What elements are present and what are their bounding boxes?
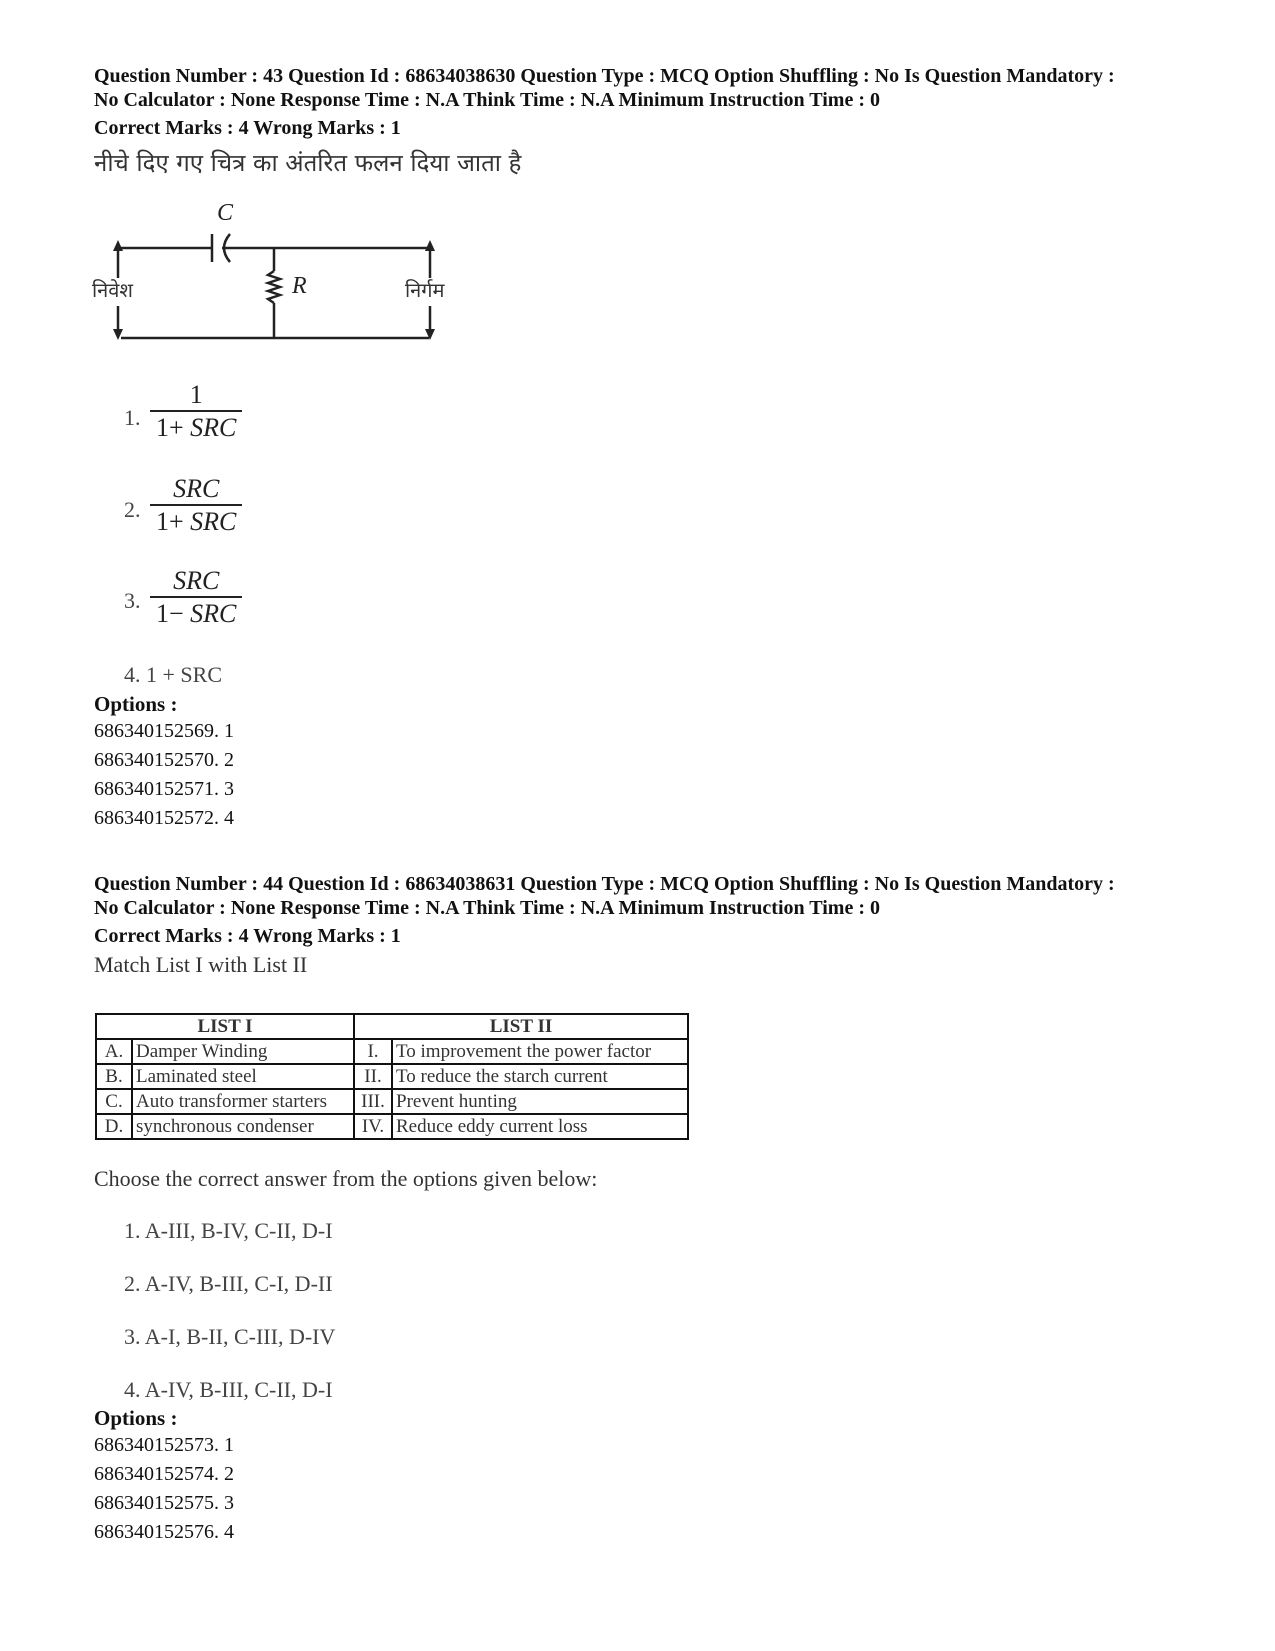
q44-choice-4: 4. A-IV, B-III, C-II, D-I (124, 1377, 333, 1402)
input-label: निवेश (92, 278, 133, 302)
list-2-key: III. (354, 1089, 392, 1114)
q44-instruction: Choose the correct answer from the options given below: (94, 1166, 598, 1191)
q43-choice-4: 4. 1 + SRC (124, 662, 222, 687)
q43-choice-3-denominator: 1− SRC (150, 596, 242, 630)
q43-choice-1-label: 1. (124, 405, 141, 430)
q43-choice-3-fraction (150, 566, 242, 630)
match-table-header (96, 1014, 688, 1039)
q44-marks: Correct Marks : 4 Wrong Marks : 1 (94, 925, 401, 947)
table-row (96, 1114, 688, 1139)
q44-option-3: 686340152575. 3 (94, 1492, 234, 1514)
list-1-key: B. (96, 1064, 132, 1089)
list-2-item: Reduce eddy current loss (392, 1114, 688, 1139)
list-2-header: LIST II (354, 1014, 688, 1039)
q43-option-4: 686340152572. 4 (94, 807, 234, 829)
q43-option-1: 686340152569. 1 (94, 720, 234, 742)
list-1-key: A. (96, 1039, 132, 1064)
q44-options-heading: Options : (94, 1406, 178, 1430)
q44-choice-1: 1. A-III, B-IV, C-II, D-I (124, 1218, 333, 1243)
list-2-item: To reduce the starch current (392, 1064, 688, 1089)
q44-choice-3: 3. A-I, B-II, C-III, D-IV (124, 1324, 336, 1349)
match-table (95, 1013, 689, 1140)
q43-marks: Correct Marks : 4 Wrong Marks : 1 (94, 117, 401, 139)
list-1-key: D. (96, 1114, 132, 1139)
q43-option-2: 686340152570. 2 (94, 749, 234, 771)
list-1-item: synchronous condenser (132, 1114, 354, 1139)
list-2-key: IV. (354, 1114, 392, 1139)
q44-option-1: 686340152573. 1 (94, 1434, 234, 1456)
q44-meta-line2: No Calculator : None Response Time : N.A Think Time : N.A Minimum Instruction Time : 0 (94, 897, 880, 919)
q43-choice-2-label: 2. (124, 497, 141, 522)
table-row (96, 1064, 688, 1089)
q43-choice-2-denominator: 1+ SRC (150, 504, 242, 538)
q44-meta-line1: Question Number : 44 Question Id : 68634038631 Question Type : MCQ Option Shuffling : No Is Question Mandatory : (94, 873, 1115, 895)
list-1-header: LIST I (96, 1014, 354, 1039)
q43-choice-1-denominator: 1+ SRC (150, 410, 242, 444)
q43-choice-1-numerator: 1 (189, 380, 203, 409)
q43-meta-line1: Question Number : 43 Question Id : 68634038630 Question Type : MCQ Option Shuffling : No Is Question Mandatory : (94, 65, 1115, 87)
q43-choice-3-numerator: SRC (173, 566, 220, 595)
rc-circuit-diagram (88, 198, 478, 358)
q43-choice-1-fraction (150, 380, 242, 444)
q44-option-4: 686340152576. 4 (94, 1521, 234, 1543)
q43-options-heading: Options : (94, 692, 178, 716)
list-1-item: Laminated steel (132, 1064, 354, 1089)
q43-question-stem: नीचे दिए गए चित्र का अंतरित फलन दिया जाता है (94, 149, 522, 177)
q43-meta-line2: No Calculator : None Response Time : N.A Think Time : N.A Minimum Instruction Time : 0 (94, 89, 880, 111)
list-2-key: I. (354, 1039, 392, 1064)
q43-choice-2-numerator: SRC (173, 474, 220, 503)
list-1-item: Auto transformer starters (132, 1089, 354, 1114)
q44-question-stem: Match List I with List II (94, 952, 308, 977)
list-2-key: II. (354, 1064, 392, 1089)
table-row (96, 1089, 688, 1114)
list-1-key: C. (96, 1089, 132, 1114)
q44-option-2: 686340152574. 2 (94, 1463, 234, 1485)
list-2-item: Prevent hunting (392, 1089, 688, 1114)
q43-choice-3-label: 3. (124, 588, 141, 613)
table-row (96, 1039, 688, 1064)
q44-choice-2: 2. A-IV, B-III, C-I, D-II (124, 1271, 333, 1296)
q43-option-3: 686340152571. 3 (94, 778, 234, 800)
list-1-item: Damper Winding (132, 1039, 354, 1064)
capacitor-label: C (217, 200, 234, 226)
resistor-label: R (292, 273, 307, 299)
q43-choice-2-fraction (150, 474, 242, 538)
list-2-item: To improvement the power factor (392, 1039, 688, 1064)
output-label: निर्गम (405, 278, 445, 302)
